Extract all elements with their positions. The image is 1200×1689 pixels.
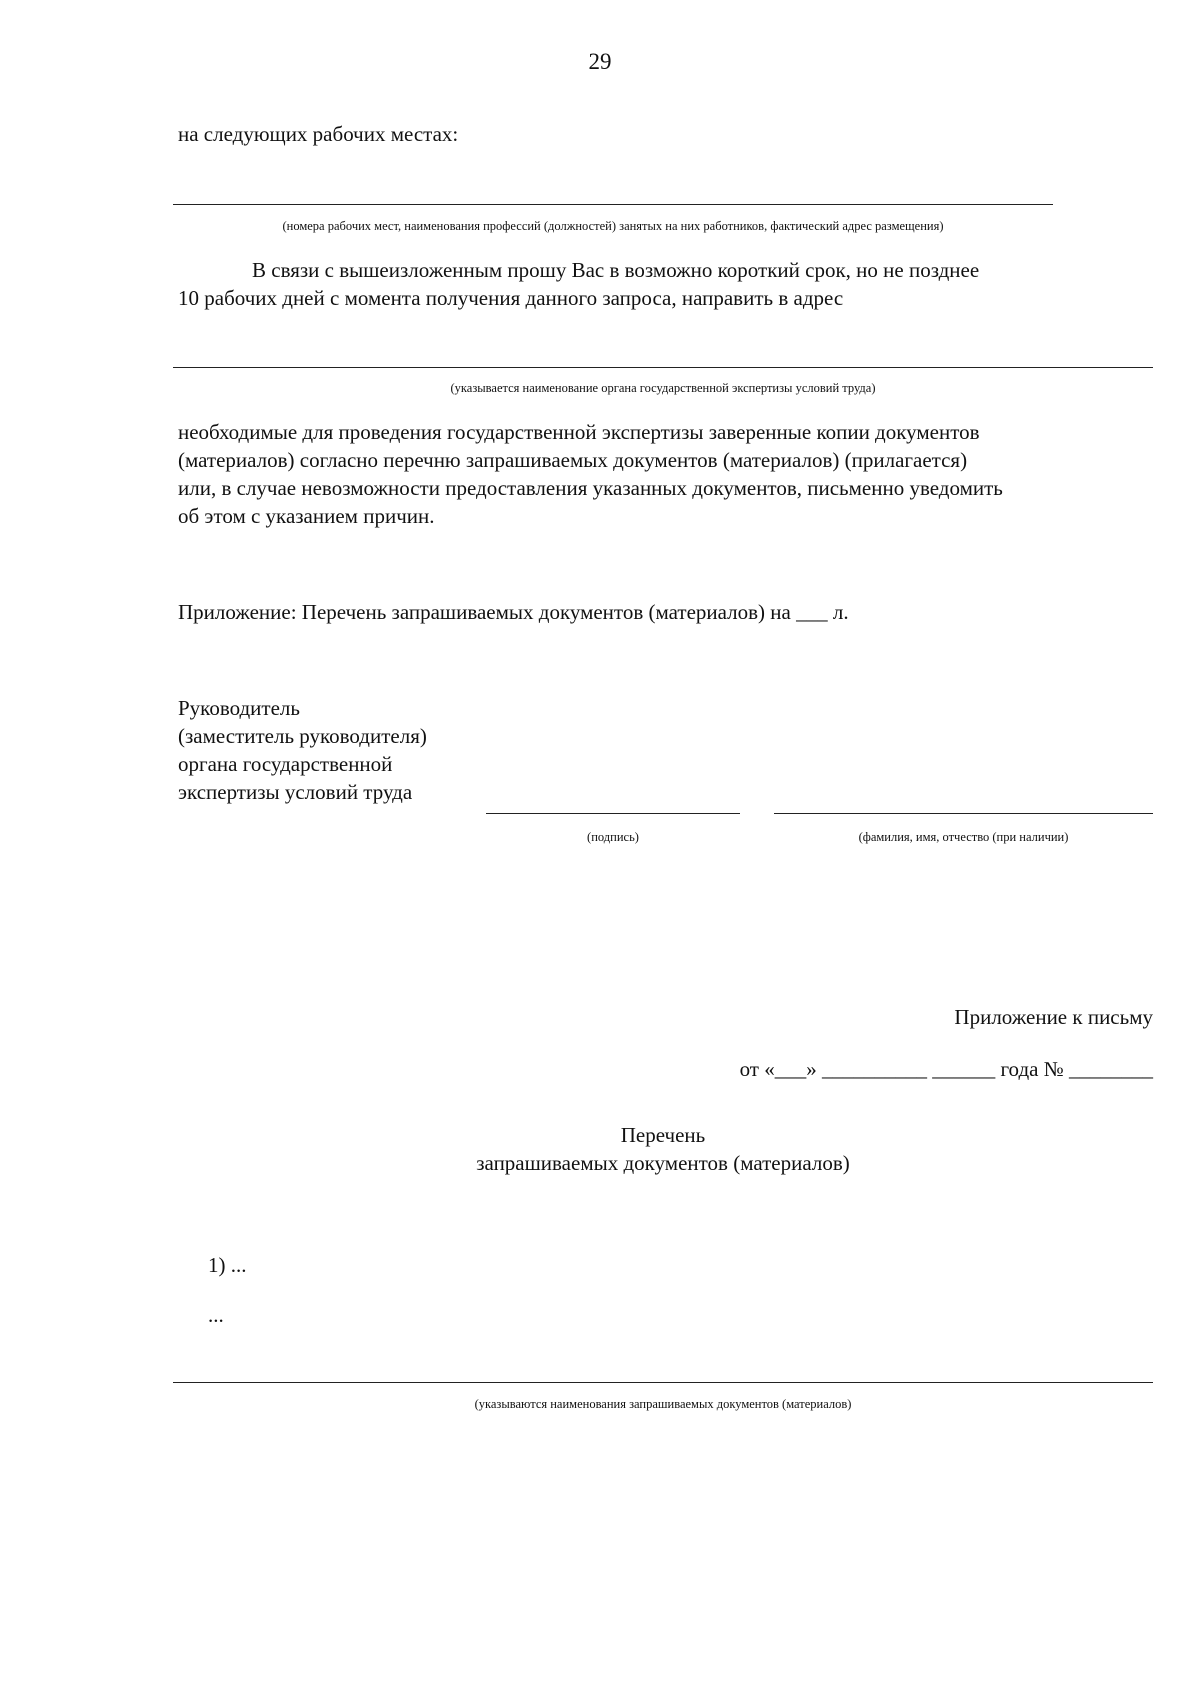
signature-caption: (подпись) bbox=[587, 830, 639, 844]
documents-list-blank-line bbox=[173, 1382, 1153, 1383]
appendix-date-line: от «___» __________ ______ года № ________ bbox=[739, 1057, 1153, 1081]
authority-blank-line bbox=[173, 367, 1153, 368]
request-line-2: 10 рабочих дней с момента получения данного запроса, направить в адрес bbox=[178, 286, 844, 310]
list-heading-1: Перечень bbox=[620, 1123, 706, 1147]
documents-line-4: об этом с указанием причин. bbox=[178, 504, 435, 528]
signatory-line-3: органа государственной bbox=[178, 752, 393, 776]
workplaces-blank-line bbox=[173, 204, 1053, 205]
appendix-title: Приложение к письму bbox=[954, 1005, 1153, 1029]
signatory-line-1: Руководитель bbox=[178, 696, 300, 720]
list-item-more: ... bbox=[208, 1303, 224, 1327]
list-heading-2: запрашиваемых документов (материалов) bbox=[476, 1151, 850, 1175]
workplaces-lead: на следующих рабочих местах: bbox=[178, 122, 459, 146]
page-number: 29 bbox=[588, 49, 612, 74]
full-name-caption: (фамилия, имя, отчество (при наличии) bbox=[858, 830, 1069, 844]
authority-caption: (указывается наименование органа государственной экспертизы условий труда) bbox=[450, 381, 876, 395]
documents-line-3: или, в случае невозможности предоставления указанных документов, письменно уведомить bbox=[178, 476, 1003, 500]
documents-list-caption: (указываются наименования запрашиваемых документов (материалов) bbox=[474, 1397, 852, 1411]
signatory-line-2: (заместитель руководителя) bbox=[178, 724, 427, 748]
documents-line-1: необходимые для проведения государственной экспертизы заверенные копии документов bbox=[178, 420, 980, 444]
signature-blank-line bbox=[486, 813, 740, 814]
attachment-note: Приложение: Перечень запрашиваемых документов (материалов) на ___ л. bbox=[178, 600, 849, 624]
full-name-blank-line bbox=[774, 813, 1153, 814]
signatory-line-4: экспертизы условий труда bbox=[178, 780, 413, 804]
documents-line-2: (материалов) согласно перечню запрашиваемых документов (материалов) (прилагается) bbox=[178, 448, 968, 472]
request-line-1: В связи с вышеизложенным прошу Вас в возможно короткий срок, но не позднее bbox=[252, 258, 980, 282]
list-item-1: 1) ... bbox=[208, 1253, 247, 1277]
workplaces-caption: (номера рабочих мест, наименования профессий (должностей) занятых на них работников, фактический адрес размещения) bbox=[282, 219, 944, 233]
